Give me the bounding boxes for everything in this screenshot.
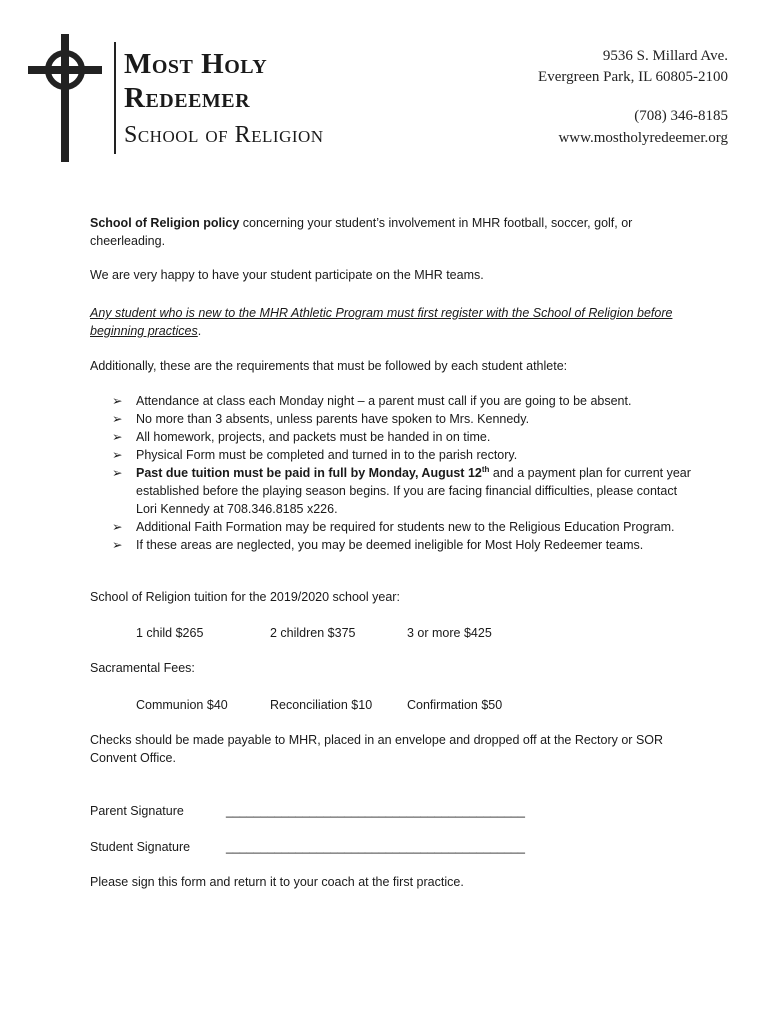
- tuition-one-child: 1 child $265: [136, 626, 204, 640]
- list-item-text: If these areas are neglected, you may be deemed ineligible for Most Holy Redeemer teams.: [136, 538, 644, 552]
- closing-instruction: Please sign this form and return it to your coach at the first practice.: [90, 875, 464, 889]
- list-item: [112, 536, 692, 554]
- brand-line-1: Most Holy: [124, 48, 268, 80]
- arrow-bullet-icon: ➢: [112, 430, 123, 444]
- list-item: [112, 446, 692, 464]
- policy-paragraph: [90, 214, 690, 250]
- arrow-bullet-icon: ➢: [112, 448, 123, 462]
- arrow-bullet-icon: ➢: [112, 538, 123, 552]
- brand-line-3: School of Religion: [124, 122, 324, 148]
- website-link[interactable]: www.mostholyredeemer.org: [558, 130, 728, 146]
- phone-number: (708) 346-8185: [634, 108, 728, 124]
- header-divider: [114, 42, 116, 154]
- notice-text: Any student who is new to the MHR Athletic Program must first register with the School of Religion before beginning practices: [90, 306, 673, 338]
- address-street: 9536 S. Millard Ave.: [602, 48, 728, 64]
- arrow-bullet-icon: ➢: [112, 466, 123, 480]
- list-item-text: Additional Faith Formation may be required for students new to the Religious Education Program.: [136, 520, 675, 534]
- list-item: [112, 428, 692, 446]
- tuition-two-children: 2 children $375: [270, 626, 356, 640]
- list-item: [112, 410, 692, 428]
- arrow-bullet-icon: ➢: [112, 394, 123, 408]
- policy-rest: concerning your student’s involvement in MHR football, soccer, golf, or cheerleading.: [90, 216, 633, 248]
- student-signature-line[interactable]: ___________________________________________: [226, 840, 525, 854]
- fee-confirmation: Confirmation $50: [407, 698, 503, 712]
- list-item-text: No more than 3 absents, unless parents have spoken to Mrs. Kennedy.: [136, 412, 530, 426]
- list-item-text: Physical Form must be completed and turned in to the parish rectory.: [136, 448, 518, 462]
- fees-heading: Sacramental Fees:: [90, 661, 195, 675]
- list-item: [112, 392, 692, 410]
- requirements-intro: Additionally, these are the requirements that must be followed by each student athlete:: [90, 359, 568, 373]
- policy-bold: School of Religion policy: [90, 216, 240, 230]
- address-city: Evergreen Park, IL 60805-2100: [538, 69, 728, 85]
- list-item-text: All homework, projects, and packets must be handed in on time.: [136, 430, 491, 444]
- fee-reconciliation: Reconciliation $10: [270, 698, 373, 712]
- celtic-cross-icon: [28, 34, 102, 162]
- requirements-list: [112, 392, 692, 554]
- arrow-bullet-icon: ➢: [112, 412, 123, 426]
- notice-period: .: [197, 324, 202, 338]
- happy-paragraph: We are very happy to have your student participate on the MHR teams.: [90, 268, 484, 282]
- fee-communion: Communion $40: [136, 698, 228, 712]
- checks-paragraph: Checks should be made payable to MHR, placed in an envelope and dropped off at the Rectory or SOR Convent Office.: [90, 733, 664, 765]
- parent-signature-label: Parent Signature: [90, 804, 184, 818]
- student-signature-label: Student Signature: [90, 840, 191, 854]
- brand-line-2: Redeemer: [124, 82, 251, 114]
- notice-paragraph: [90, 304, 690, 340]
- tuition-due-bold: Past due tuition must be paid in full by Monday, August 12th: [136, 464, 490, 480]
- list-item: [112, 518, 692, 536]
- arrow-bullet-icon: ➢: [112, 520, 123, 534]
- list-item-text: Attendance at class each Monday night – a parent must call if you are going to be absent.: [136, 394, 632, 408]
- tuition-due-rest: and a payment plan for current year established before the playing season begins. If you are facing financial difficulties, please contact Lori Kennedy at 708.346.8185 x226.: [136, 466, 691, 516]
- parent-signature-line[interactable]: ___________________________________________: [226, 804, 525, 818]
- tuition-heading: School of Religion tuition for the 2019/2020 school year:: [90, 590, 400, 604]
- tuition-three-or-more: 3 or more $425: [407, 626, 492, 640]
- list-item: [112, 464, 692, 518]
